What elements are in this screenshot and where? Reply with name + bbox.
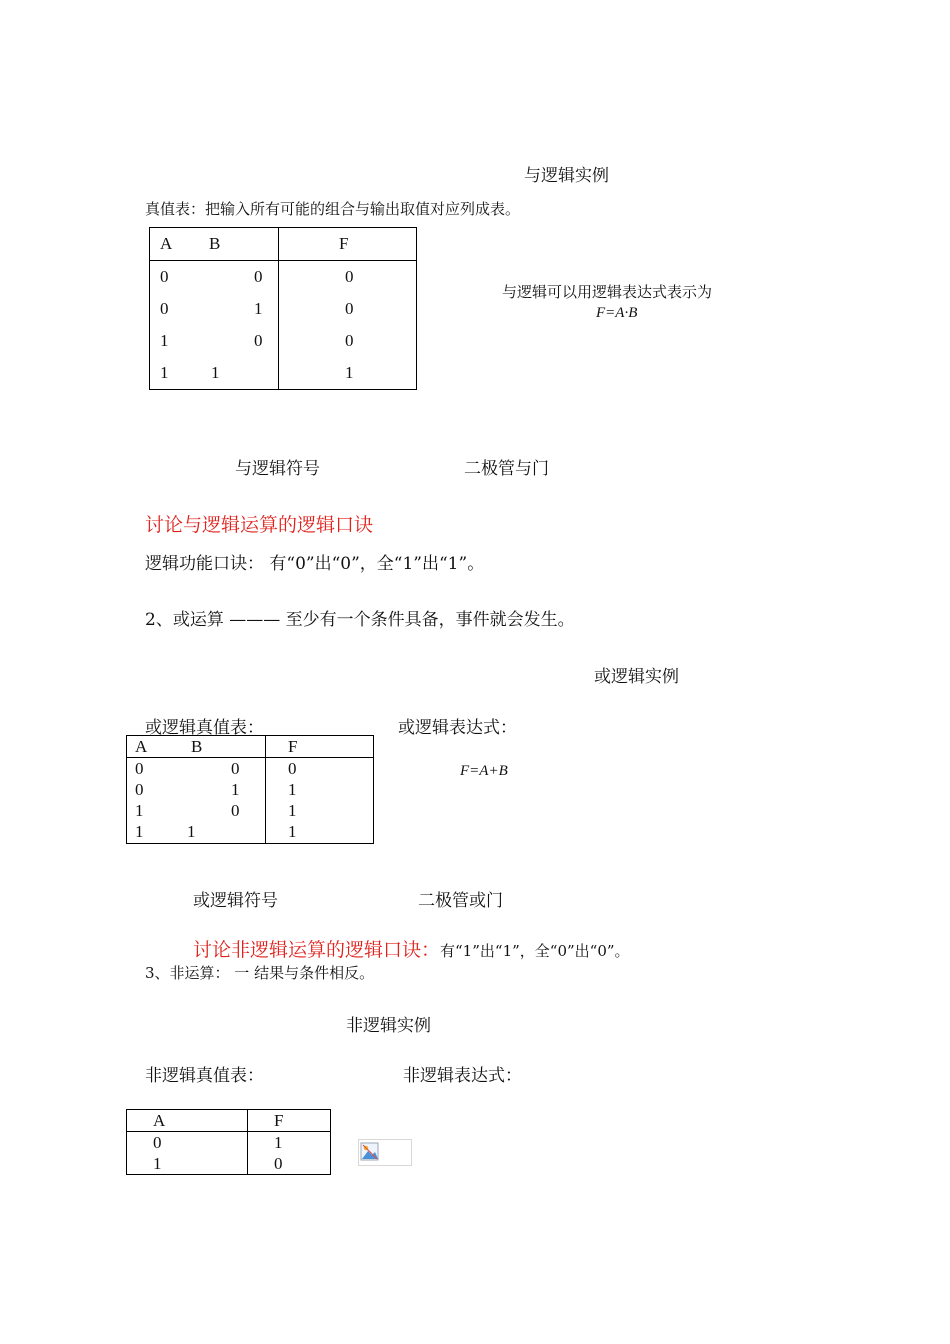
cell-f: 1 [266, 822, 374, 844]
and-example-title: 与逻辑实例 [524, 166, 609, 186]
cell-a: 0 [160, 267, 169, 286]
table-row [150, 261, 417, 294]
not-truth-table [126, 1109, 331, 1175]
table-row [127, 1132, 331, 1154]
not-mnemonic-text: 有“1”出“1”，全“0”出“0”。 [440, 942, 630, 960]
header-a: A [127, 1110, 248, 1132]
header-f: F [339, 234, 349, 253]
truth-table-intro: 真值表：把输入所有可能的组合与输出取值对应列成表。 [145, 200, 521, 218]
cell-b: 1 [187, 822, 196, 842]
cell-a: 0 [153, 1132, 162, 1152]
cell-a: 1 [153, 1153, 162, 1173]
cell-b: 1 [231, 779, 240, 799]
cell-a: 0 [135, 779, 144, 799]
table-row [127, 779, 374, 800]
not-truth-table-label: 非逻辑真值表： [145, 1066, 264, 1086]
and-truth-table [149, 227, 417, 390]
cell-a: 0 [160, 299, 169, 318]
cell-b: 0 [231, 758, 240, 778]
table-row [127, 758, 374, 780]
not-example-title: 非逻辑实例 [346, 1016, 431, 1036]
or-expression-label: 或逻辑表达式： [398, 718, 517, 738]
table-row [127, 1153, 331, 1175]
or-operation-text: 2、或运算 ——— 至少有一个条件具备，事件就会发生。 [145, 610, 575, 630]
image-placeholder-icon [360, 1142, 380, 1162]
header-a: A [135, 736, 148, 756]
not-mnemonic-line [193, 935, 630, 962]
not-operation-text: 3、非运算： 一 结果与条件相反。 [145, 964, 375, 982]
and-gate-label: 二极管与门 [464, 459, 549, 479]
broken-image-icon [358, 1139, 412, 1166]
table-row [150, 325, 417, 357]
cell-b: 1 [254, 299, 263, 318]
or-gate-label: 二极管或门 [418, 891, 503, 911]
table-header-row [127, 736, 374, 758]
cell-f: 0 [345, 267, 354, 286]
cell-b: 1 [211, 363, 220, 382]
or-expression: F=A+B [460, 763, 508, 779]
cell-a: 1 [160, 363, 169, 382]
and-expression: F=A·B [596, 305, 638, 321]
cell-f: 0 [345, 299, 354, 318]
not-mnemonic-heading: 讨论非逻辑运算的逻辑口诀： [193, 939, 441, 961]
or-example-title: 或逻辑实例 [594, 667, 679, 687]
cell-b: 0 [254, 331, 263, 350]
table-header-row [127, 1110, 331, 1132]
or-truth-table [126, 735, 374, 844]
or-truth-table-label: 或逻辑真值表： [145, 718, 264, 738]
table-header-row [150, 228, 417, 261]
header-b: B [191, 736, 203, 756]
cell-b: 0 [254, 267, 263, 286]
cell-f: 1 [266, 801, 374, 822]
and-symbol-label: 与逻辑符号 [235, 459, 320, 479]
cell-f: 1 [248, 1132, 331, 1154]
cell-f: 0 [248, 1153, 331, 1175]
cell-f: 1 [345, 363, 354, 382]
cell-b: 0 [231, 801, 240, 821]
header-f: F [248, 1110, 331, 1132]
header-f: F [266, 736, 374, 758]
not-expression-label: 非逻辑表达式： [403, 1066, 522, 1086]
and-mnemonic-heading: 讨论与逻辑运算的逻辑口诀 [145, 514, 374, 536]
table-row [150, 293, 417, 325]
table-row [150, 357, 417, 390]
cell-a: 1 [135, 822, 144, 842]
table-row [127, 822, 374, 844]
header-b: B [209, 234, 221, 253]
cell-a: 1 [160, 331, 169, 350]
or-symbol-label: 或逻辑符号 [193, 891, 278, 911]
and-mnemonic-text: 逻辑功能口诀： 有“0”出“0”，全“1”出“1”。 [145, 554, 485, 574]
cell-f: 0 [266, 758, 374, 780]
cell-a: 1 [135, 801, 144, 821]
cell-f: 0 [345, 331, 354, 350]
header-a: A [160, 234, 173, 253]
cell-a: 0 [135, 758, 144, 778]
and-expression-intro: 与逻辑可以用逻辑表达式表示为 [502, 283, 713, 301]
cell-f: 1 [266, 779, 374, 800]
table-row [127, 801, 374, 822]
